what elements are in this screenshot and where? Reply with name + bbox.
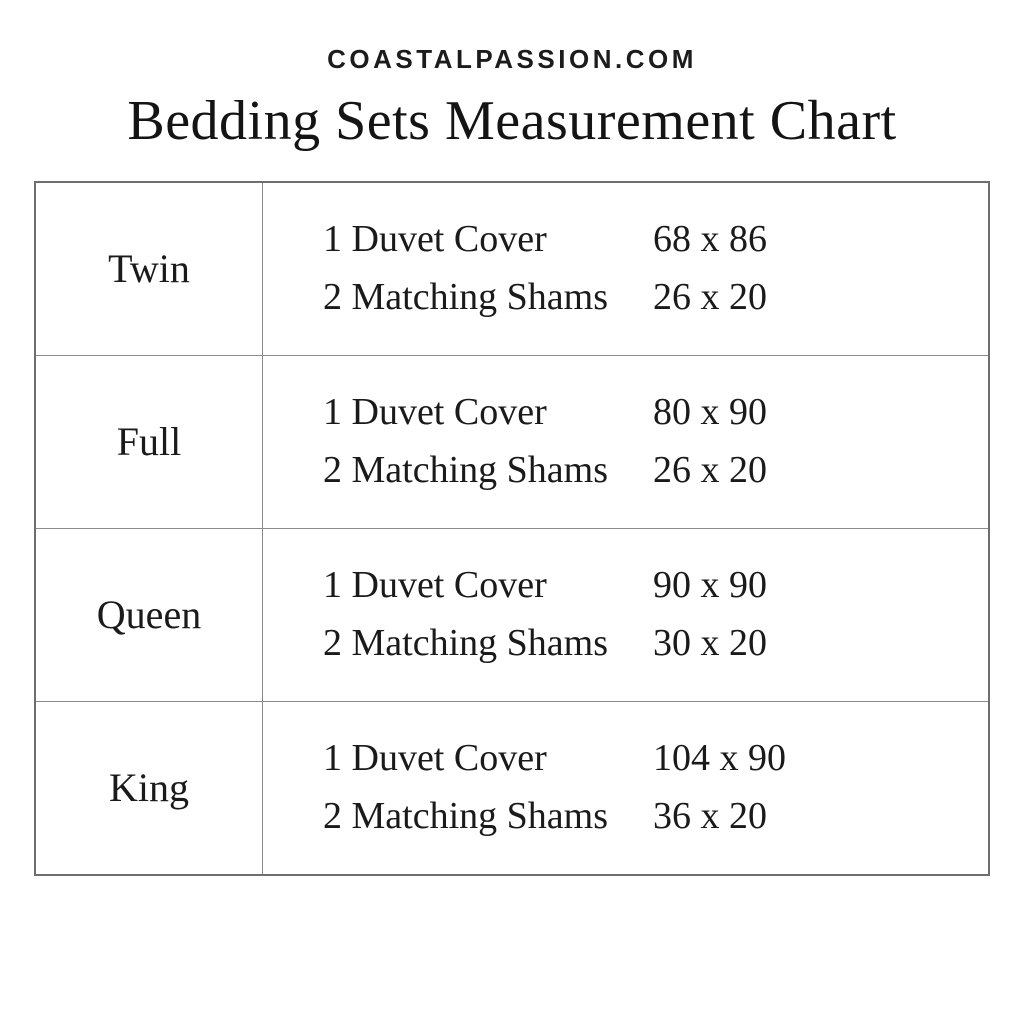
item-label: 1 Duvet Cover — [323, 563, 547, 606]
table-row — [35, 701, 989, 875]
item-dimensions: 36 x 20 — [653, 794, 767, 837]
bed-items-cell — [263, 528, 990, 701]
list-item — [323, 788, 988, 846]
item-label: 2 Matching Shams — [323, 621, 608, 664]
bed-items-cell — [263, 701, 990, 875]
table-row — [35, 528, 989, 701]
item-label: 1 Duvet Cover — [323, 390, 547, 433]
bed-size-cell: Twin — [35, 182, 263, 356]
item-dimensions: 80 x 90 — [653, 390, 767, 433]
item-dimensions: 68 x 86 — [653, 217, 767, 260]
item-label: 2 Matching Shams — [323, 448, 608, 491]
list-item — [323, 730, 988, 788]
page-title: Bedding Sets Measurement Chart — [127, 90, 897, 152]
item-dimensions: 104 x 90 — [653, 736, 786, 779]
item-dimensions: 30 x 20 — [653, 621, 767, 664]
measurement-table — [34, 181, 990, 876]
table-row — [35, 355, 989, 528]
item-label: 2 Matching Shams — [323, 794, 608, 837]
item-dimensions: 26 x 20 — [653, 275, 767, 318]
list-item — [323, 557, 988, 615]
bed-size-cell: Queen — [35, 528, 263, 701]
item-dimensions: 90 x 90 — [653, 563, 767, 606]
list-item — [323, 269, 988, 327]
bed-items-cell — [263, 355, 990, 528]
item-dimensions: 26 x 20 — [653, 448, 767, 491]
list-item — [323, 384, 988, 442]
bed-size-cell: King — [35, 701, 263, 875]
table-row — [35, 182, 989, 356]
bed-size-cell: Full — [35, 355, 263, 528]
list-item — [323, 615, 988, 673]
list-item — [323, 442, 988, 500]
brand-name: COASTALPASSION.COM — [327, 44, 697, 74]
bed-items-cell — [263, 182, 990, 356]
item-label: 1 Duvet Cover — [323, 217, 547, 260]
item-label: 1 Duvet Cover — [323, 736, 547, 779]
list-item — [323, 211, 988, 269]
item-label: 2 Matching Shams — [323, 275, 608, 318]
